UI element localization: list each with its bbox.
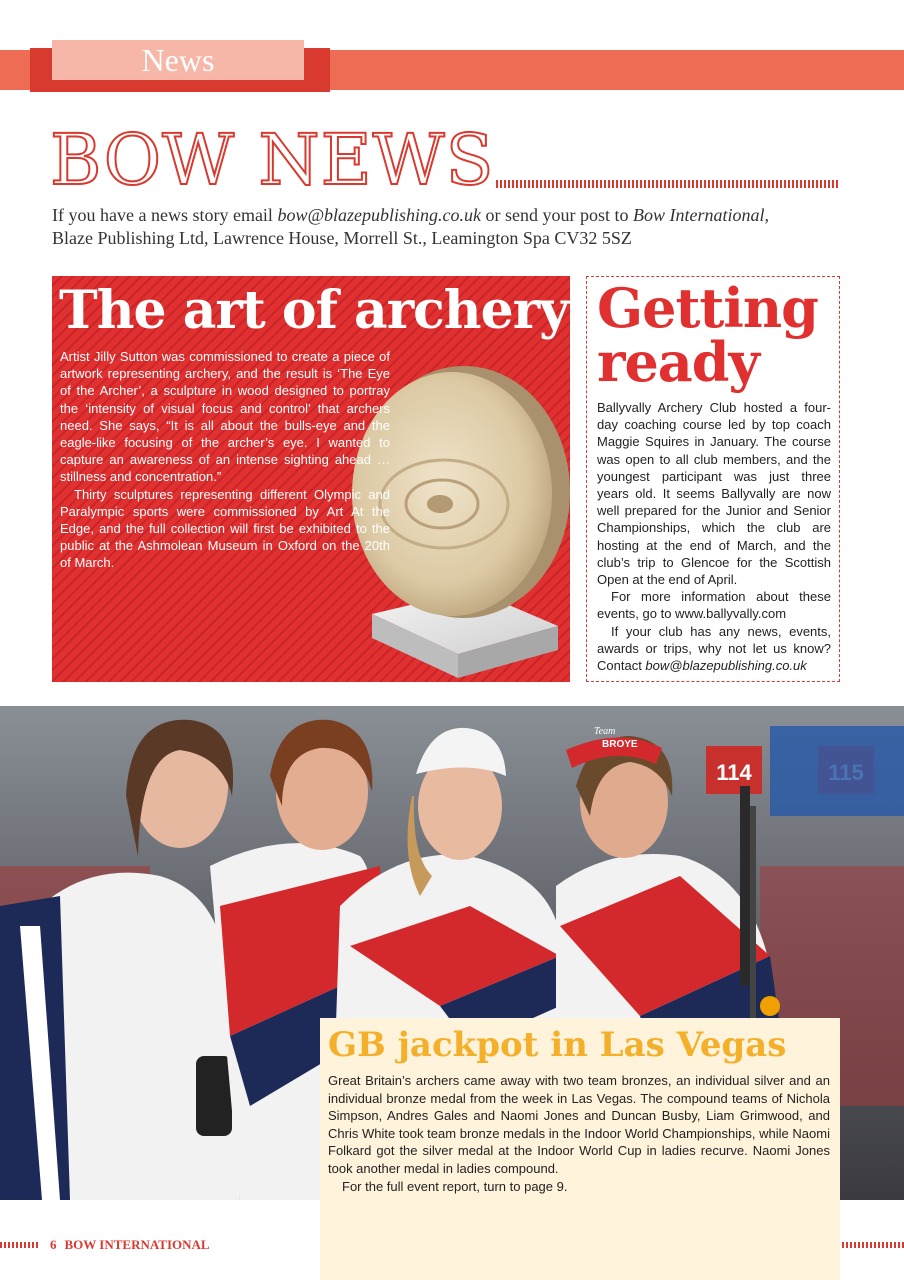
section-label: News: [141, 42, 215, 78]
folio: [50, 1236, 210, 1254]
intro-comma: ,: [764, 205, 769, 225]
vegas-body: [328, 1072, 830, 1195]
bow-riser: [740, 786, 750, 986]
ready-contact: [597, 623, 831, 675]
art-title: The art of archery: [59, 280, 569, 341]
intro-text: [52, 204, 852, 250]
intro-middle: or send your post to: [480, 205, 633, 225]
ready-contact-text: If your club has any news, events, awards or trips, why not let us know? Contact: [597, 623, 831, 674]
intro-publication: Bow International: [632, 205, 765, 225]
section-tab: [30, 40, 330, 92]
page-number: 6: [50, 1237, 57, 1252]
ready-paragraph: For more information about these events, go to www.ballyvally.com: [597, 589, 831, 622]
art-of-archery-panel: [52, 276, 570, 682]
title-rule: [496, 180, 840, 188]
ready-body: [597, 399, 831, 674]
ready-title: [597, 276, 818, 394]
art-body: [60, 348, 390, 572]
art-paragraph: Artist Jilly Sutton was commissioned to create a piece of artwork representing archery, and the result is ‘The Eye of the Archer’, a sculpture in wood designed to portray the ‘intensity of visual focus and control’ that archers need. She says, “It is all about the bulls-eye and the eagle-like focusing of the archer’s eye. I wanted to capture an awareness of an intense sighting ahead … stillness and concentration.”: [60, 349, 390, 485]
sign-114: 114: [716, 760, 752, 785]
banner-blue: [770, 726, 904, 816]
eye-pupil: [427, 495, 453, 513]
ready-paragraph: Ballyvally Archery Club hosted a four-day coaching course led by top coach Maggie Squires in January. The course was open to all club members, and the youngest participant was just three years old. It seems Ballyvally are now well prepared for the Junior and Senior Championships, which the club are hosting at the end of March, and the club’s trip to Glencoe for the Scottish Open at the end of April.: [597, 400, 831, 588]
getting-ready-box: [586, 276, 840, 682]
vegas-paragraph: Great Britain’s archers came away with two team bronzes, an individual silver and an individual bronze medal from the week in Las Vegas. The compound teams of Nichola Simpson, Andres Gales and Naomi Jones and Duncan Busby, Liam Grimwood, and Chris White took team bronze medals in the Indoor World Championships, while Naomi Folkard got the silver medal at the Indoor World Cup in ladies recurve. Naomi Jones took another medal in ladies compound.: [328, 1073, 830, 1176]
footer-publication: BOW INTERNATIONAL: [64, 1237, 210, 1252]
ready-contact-email: bow@blazepublishing.co.uk: [645, 658, 807, 674]
visor-script: Team: [594, 726, 616, 737]
vegas-title: GB jackpot in Las Vegas: [328, 1025, 787, 1065]
intro-lead: If you have a news story email: [52, 205, 278, 225]
vegas-paragraph: For the full event report, turn to page 9.: [342, 1178, 568, 1194]
bow-limb: [750, 806, 756, 1026]
bow-cam: [760, 996, 780, 1016]
gb-jackpot-box: [320, 1018, 840, 1280]
art-paragraph: Thirty sculptures representing different Olympic and Paralympic sports were commissioned by Art At the Edge, and the full collection will first be exhibited to the public at the Ashmolean Museum in Oxford on the 20th of March.: [60, 486, 390, 571]
ready-title-line2: ready: [597, 330, 759, 394]
visor-text: BROYE: [602, 739, 638, 750]
intro-address: Blaze Publishing Ltd, Lawrence House, Morrell St., Leamington Spa CV32 5SZ: [52, 228, 632, 248]
ready-title-line1: Getting: [597, 276, 818, 340]
footer-rule-right: [842, 1242, 904, 1248]
footer-rule-left: [0, 1242, 38, 1248]
intro-email: bow@blazepublishing.co.uk: [277, 205, 481, 225]
page-title: BOW NEWS: [50, 119, 495, 201]
binoculars: [196, 1056, 232, 1136]
